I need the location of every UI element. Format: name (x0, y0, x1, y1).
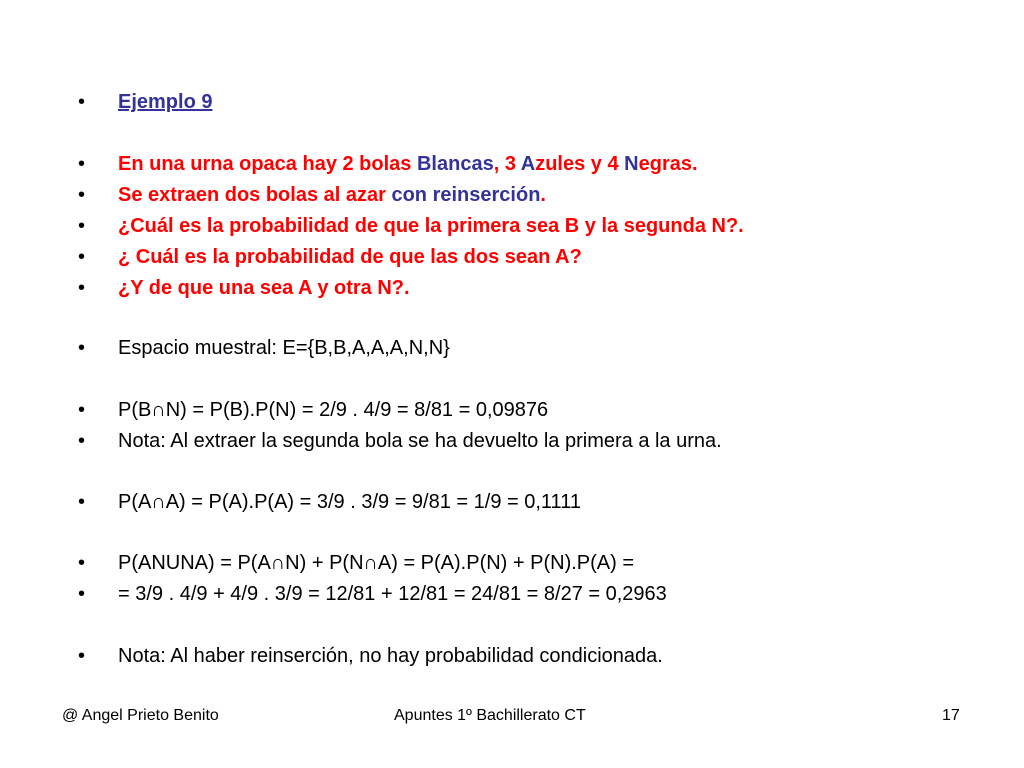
statement-text: . (540, 184, 546, 206)
statement-text: ¿Y de que una sea A y otra N?. (118, 277, 410, 299)
bullet: • (78, 491, 86, 513)
statement-text: ¿Cuál es la probabilidad de que la primera sea B y la segunda N?. (118, 215, 744, 237)
bullet: • (78, 583, 86, 605)
bullet: • (78, 399, 86, 421)
p-aun-line-2 (78, 581, 667, 607)
statement-text: Se extraen dos bolas al azar (118, 184, 392, 206)
statement-text: egras. (638, 153, 698, 175)
bullet: • (78, 91, 86, 113)
bullet: • (78, 277, 86, 299)
statement-line-5 (78, 275, 410, 301)
footer-author: @ Angel Prieto Benito (62, 707, 219, 724)
note-1-line (78, 428, 722, 454)
bullet: • (78, 153, 86, 175)
bullet: • (78, 552, 86, 574)
note-2-line (78, 643, 663, 669)
p-bn-calc: P(B∩N) = P(B).P(N) = 2/9 . 4/9 = 8/81 = 0,09876 (118, 399, 549, 421)
statement-line-3 (78, 213, 744, 239)
statement-text: zules y 4 (535, 153, 625, 175)
highlight-blancas: Blancas (416, 153, 494, 175)
statement-text: En una urna opaca hay 2 bolas (118, 153, 417, 175)
statement-line-2 (78, 182, 546, 208)
bullet: • (78, 215, 86, 237)
highlight-con-reinsercion: con reinserción (391, 184, 541, 206)
p-aun-calc-2: = 3/9 . 4/9 + 4/9 . 3/9 = 12/81 + 12/81 = 24/81 = 8/27 = 0,2963 (118, 583, 667, 605)
footer-course: Apuntes 1º Bachillerato CT (394, 707, 586, 724)
bullet: • (78, 645, 86, 667)
note-1: Nota: Al extraer la segunda bola se ha devuelto la primera a la urna. (118, 430, 722, 452)
statement-text: ¿ Cuál es la probabilidad de que las dos sean A? (118, 246, 582, 268)
p-aun-calc-1: P(ANUNA) = P(A∩N) + P(N∩A) = P(A).P(N) + P(N).P(A) = (118, 552, 635, 574)
p-aa-calc: P(A∩A) = P(A).P(A) = 3/9 . 3/9 = 9/81 = 1/9 = 0,1111 (118, 491, 581, 513)
bullet: • (78, 184, 86, 206)
bullet: • (78, 430, 86, 452)
slide-title[interactable]: Ejemplo 9 (118, 91, 213, 113)
p-aun-line-1 (78, 550, 634, 576)
p-aa-line (78, 489, 581, 515)
sample-space: Espacio muestral: E={B,B,A,A,A,N,N} (118, 337, 450, 359)
sample-space-line (78, 335, 450, 361)
statement-text: , 3 (493, 153, 521, 175)
p-bn-line (78, 397, 548, 423)
bullet: • (78, 246, 86, 268)
bullet: • (78, 337, 86, 359)
footer-page-number: 17 (942, 707, 960, 724)
highlight-a: A (520, 153, 536, 175)
statement-line-4 (78, 244, 582, 270)
statement-line-1 (78, 151, 698, 177)
title-line (78, 89, 212, 115)
note-2: Nota: Al haber reinserción, no hay probabilidad condicionada. (118, 645, 663, 667)
highlight-n: N (624, 153, 639, 175)
